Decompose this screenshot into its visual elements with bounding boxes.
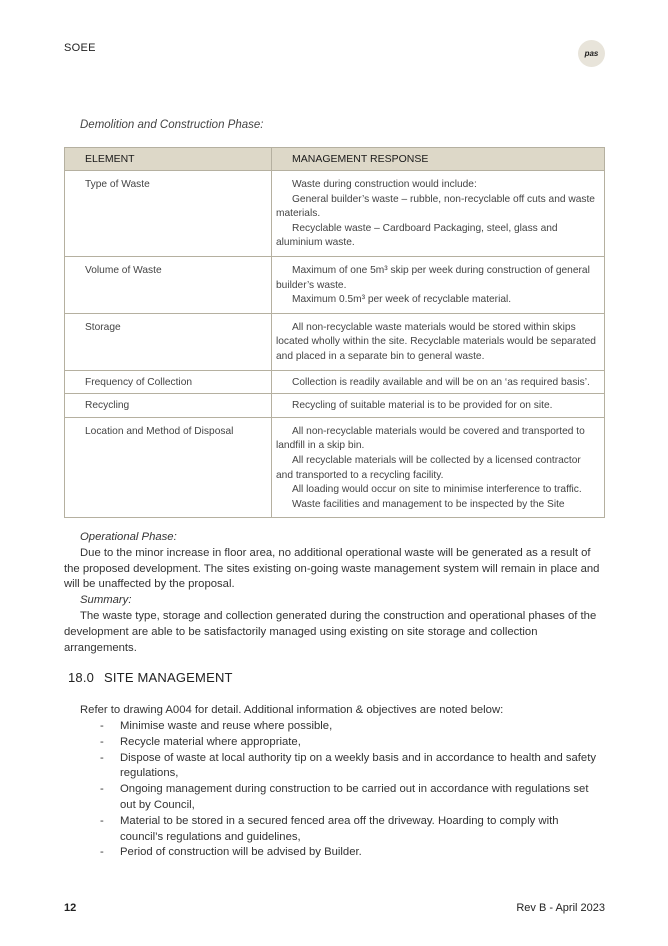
list-item xyxy=(100,719,604,735)
operational-text: Due to the minor increase in floor area, no additional operational waste will be generated as a result of the proposed development. The sites existing on-going waste management system will remain in place and will be unaffected by the proposal. xyxy=(64,546,600,591)
waste-management-table xyxy=(64,147,605,518)
bullet-dash: - xyxy=(100,751,104,764)
table-row xyxy=(65,256,605,313)
revision-label: Rev B - April 2023 xyxy=(516,902,605,914)
response-line: Maximum 0.5m³ per week of recyclable material. xyxy=(292,294,512,306)
list-item-text: Period of construction will be advised by Builder. xyxy=(120,846,362,859)
response-line: General builder’s waste – rubble, non-recyclable off cuts and waste materials. xyxy=(276,193,595,220)
response-cell xyxy=(272,370,605,394)
list-item xyxy=(100,735,604,751)
element-cell: Type of Waste xyxy=(65,171,272,257)
response-line: All non-recyclable waste materials would be stored within skips located wholly within the site. Recyclable materials would be separated and placed in a separate bin to general waste. xyxy=(276,321,596,362)
summary-text: The waste type, storage and collection generated during the construction and operational phases of the development are able to be satisfactorily managed using existing on site storage and collection arrangements. xyxy=(64,609,597,654)
summary-heading: Summary: xyxy=(80,594,132,607)
column-header-response: MANAGEMENT RESPONSE xyxy=(272,148,605,171)
section-title: SITE MANAGEMENT xyxy=(104,670,233,685)
list-item-text: Material to be stored in a secured fenced area off the driveway. Hoarding to comply with council’s regulations and guidelines, xyxy=(120,814,559,843)
bullet-dash: - xyxy=(100,814,104,827)
logo-text: pas xyxy=(584,49,599,58)
site-management-intro: Refer to drawing A004 for detail. Additional information & objectives are noted below: xyxy=(80,704,504,716)
response-line: All non-recyclable materials would be covered and transported to landfill in a skip bin. xyxy=(276,425,585,452)
response-line: Waste during construction would include: xyxy=(292,179,477,190)
operational-section xyxy=(64,530,608,656)
response-cell xyxy=(272,417,605,518)
response-line: Recycling of suitable material is to be provided for on site. xyxy=(292,400,553,412)
element-cell: Frequency of Collection xyxy=(65,370,272,394)
list-item-text: Minimise waste and reuse where possible, xyxy=(120,720,333,732)
list-item-text: Dispose of waste at local authority tip on a weekly basis and in accordance to health and safety regulations, xyxy=(120,751,597,780)
table-row xyxy=(65,171,605,257)
table-row xyxy=(65,417,605,518)
response-cell xyxy=(272,394,605,418)
site-management-list xyxy=(100,719,604,861)
column-header-element: ELEMENT xyxy=(65,148,272,171)
section-heading xyxy=(68,670,233,685)
bullet-dash: - xyxy=(100,720,104,732)
section-number: 18.0 xyxy=(68,670,95,685)
construction-phase-title: Demolition and Construction Phase: xyxy=(80,119,264,131)
document-header: SOEE xyxy=(64,42,96,54)
bullet-dash: - xyxy=(100,783,104,796)
list-item xyxy=(100,751,604,783)
company-logo xyxy=(578,40,605,67)
list-item xyxy=(100,814,604,846)
list-item-text: Ongoing management during construction to be carried out in accordance with regulations set out by Council, xyxy=(120,783,589,811)
response-line: All recyclable materials will be collected by a licensed contractor and transported to a recycling facility. xyxy=(276,454,581,481)
bullet-dash: - xyxy=(100,846,104,859)
response-cell xyxy=(272,256,605,313)
table-header-row xyxy=(65,148,605,171)
response-line: Recyclable waste – Cardboard Packaging, steel, glass and aluminium waste. xyxy=(276,222,558,249)
response-line: Maximum of one 5m³ skip per week during construction of general builder’s waste. xyxy=(276,264,590,291)
element-cell: Volume of Waste xyxy=(65,256,272,313)
table-row xyxy=(65,394,605,418)
bullet-dash: - xyxy=(100,735,104,748)
table-row xyxy=(65,370,605,394)
list-item xyxy=(100,782,604,814)
element-cell: Storage xyxy=(65,313,272,370)
operational-heading: Operational Phase: xyxy=(80,531,177,543)
list-item xyxy=(100,845,604,861)
element-cell: Recycling xyxy=(65,394,272,418)
page-number: 12 xyxy=(64,902,77,914)
response-cell xyxy=(272,313,605,370)
response-line: All loading would occur on site to minimise interference to traffic. xyxy=(292,484,582,496)
response-cell xyxy=(272,171,605,257)
response-line: Collection is readily available and will be on an ‘as required basis’. xyxy=(292,376,590,388)
table-row xyxy=(65,313,605,370)
list-item-text: Recycle material where appropriate, xyxy=(120,735,301,748)
response-line: Waste facilities and management to be inspected by the Site xyxy=(292,498,565,510)
element-cell: Location and Method of Disposal xyxy=(65,417,272,518)
